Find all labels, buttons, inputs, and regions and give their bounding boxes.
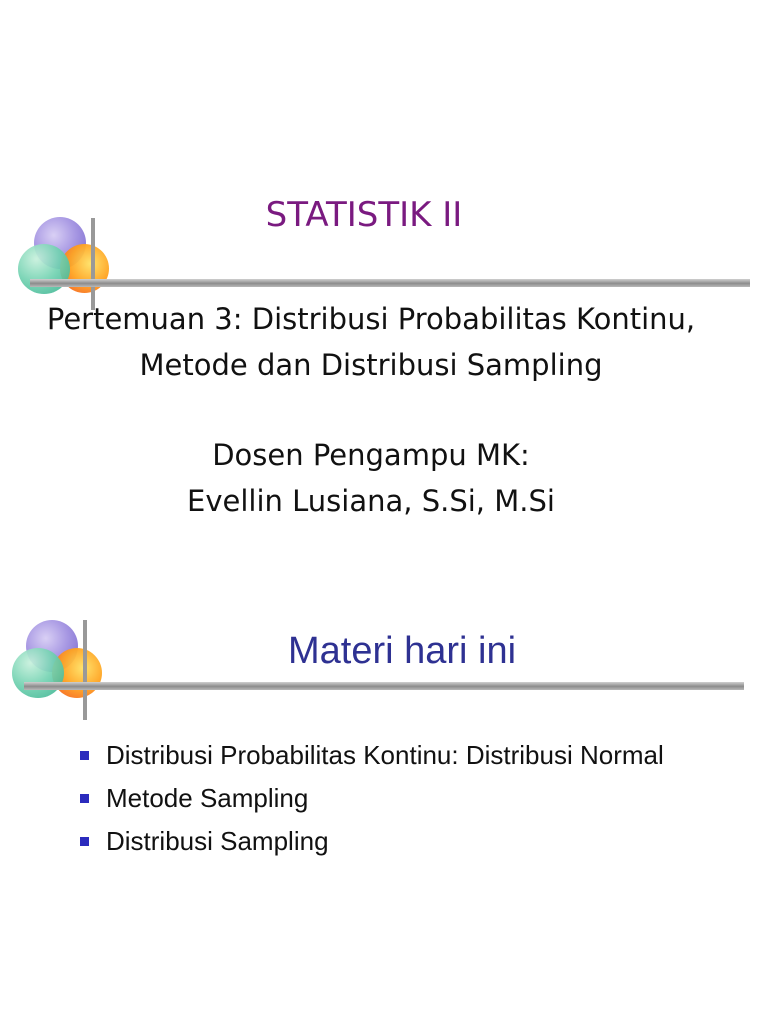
lecturer-block <box>0 436 742 520</box>
subtitle-line-1: Pertemuan 3: Distribusi Probabilitas Kontinu, <box>46 302 696 336</box>
slide-subtitle <box>0 300 742 384</box>
list-item <box>80 824 670 858</box>
slide-title: STATISTIK II <box>265 195 463 235</box>
slide-title: Materi hari ini <box>288 630 517 672</box>
subtitle-line-2: Metode dan Distribusi Sampling <box>139 348 603 382</box>
bullet-text: Distribusi Sampling <box>106 826 329 856</box>
agenda-slide <box>0 590 768 1024</box>
bullet-text: Distribusi Probabilitas Kontinu: Distribusi Normal <box>106 740 664 770</box>
lecturer-name: Evellin Lusiana, S.Si, M.Si <box>187 484 555 518</box>
bullet-text: Metode Sampling <box>106 783 309 813</box>
vertical-divider <box>83 620 87 720</box>
square-bullet-icon <box>80 751 89 760</box>
horizontal-divider <box>24 682 744 690</box>
list-item <box>80 781 670 815</box>
square-bullet-icon <box>80 837 89 846</box>
lecturer-label: Dosen Pengampu MK: <box>212 438 530 472</box>
square-bullet-icon <box>80 794 89 803</box>
horizontal-divider <box>30 279 750 287</box>
list-item <box>80 738 670 772</box>
bullet-list <box>80 738 670 867</box>
